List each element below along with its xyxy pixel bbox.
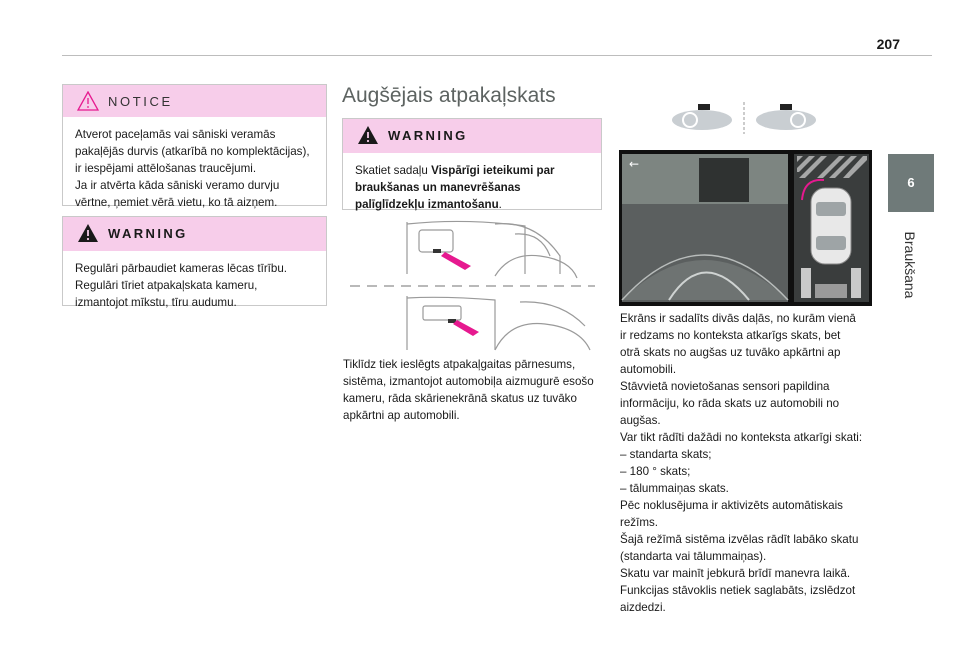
camera-screen-illustration [619,150,872,306]
van-rear-camera-illustration [345,216,600,354]
warning-line: izmantojot mīkstu, tīru audumu. [75,296,237,309]
description-line: Var tikt rādīti dažādi no konteksta atkarīgi skati: [620,431,863,444]
intro-line: apkārtni ap automobili. [343,409,460,422]
intro-paragraph [343,356,605,424]
notice-line: Atverot paceļamās vai sāniski veramās [75,128,276,141]
warning-body [63,251,326,319]
description-line: Pēc noklusējuma ir aktivizēts automātiskais [620,499,843,512]
warning-triangle-icon [77,223,99,243]
warning-title: WARNING [388,128,468,143]
warning-link-text[interactable]: Vispārīgi ieteikumi par [431,164,555,177]
notice-box [62,84,327,209]
intro-line: Tiklīdz tiek ieslēgts atpakaļgaitas pārnesums, [343,358,576,371]
notice-body [63,117,326,219]
svg-text:←: ← [629,157,640,171]
description-line: aizdedzi. [620,601,666,614]
description-line: (standarta vai tālummaiņas). [620,550,767,563]
page-number: 207 [876,36,900,52]
warning-triangle-icon [357,125,379,145]
warning-line: Regulāri tīriet atpakaļskata kameru, [75,279,258,292]
chapter-tab[interactable]: 6 [888,154,934,212]
warning-body [343,153,601,221]
chapter-title: Braukšana [902,231,918,299]
notice-line: Ja ir atvērta kāda sāniski veramo durvju [75,179,280,192]
screen-description [620,310,885,616]
warning-text: Skatiet sadaļu [355,164,432,177]
warning-link-text[interactable]: palīglīdzekļu izmantošanu [355,198,499,211]
description-line: augšas. [620,414,661,427]
mirror-view-icons [668,100,828,136]
warning-header [343,119,601,153]
description-line: Funkcijas stāvoklis netiek saglabāts, izslēdzot [620,584,856,597]
warning-box-guidelines [342,118,602,210]
description-line: automobili. [620,363,677,376]
list-item: – standarta skats; [620,448,712,461]
warning-link-text[interactable]: braukšanas un manevrēšanas [355,181,521,194]
warning-title: WARNING [108,226,188,241]
description-line: Ekrāns ir sadalīts divās daļās, no kurām vienā [620,312,856,325]
notice-header [63,85,326,117]
notice-line: ir iespējami attēlošanas traucējumi. [75,162,257,175]
description-line: informāciju, ko rāda skats uz automobili no [620,397,840,410]
intro-line: sistēma, izmantojot automobiļa aizmugurē esošo [343,375,594,388]
description-line: ir redzams no konteksta atkarīgs skats, bet [620,329,841,342]
notice-line: pakaļējās durvis (atkarībā no komplektācijas), [75,145,310,158]
top-divider [62,55,932,56]
list-item: – 180 ° skats; [620,465,691,478]
warning-line: Regulāri pārbaudiet kameras lēcas tīrību. [75,262,288,275]
warning-header [63,217,326,251]
description-line: Šajā režīmā sistēma izvēlas rādīt labāko skatu [620,533,859,546]
notice-line: vērtne, ņemiet vērā vietu, ko tā aizņem. [75,196,278,209]
warning-box-cleaning [62,216,327,309]
description-line: Stāvvietā novietošanas sensori papildina [620,380,830,393]
chapter-label [887,220,933,310]
description-line: otrā skats no augšas uz tuvāko apkārtni ap [620,346,841,359]
warning-triangle-icon [77,91,99,111]
intro-line: kameru, rāda skārienekrānā skatus uz tuvāko [343,392,577,405]
description-line: režīms. [620,516,659,529]
notice-title: NOTICE [108,94,173,109]
list-item: – tālummaiņas skats. [620,482,729,495]
section-title: Augšējais atpakaļskats [342,84,556,107]
warning-text: . [498,198,502,211]
description-line: Skatu var mainīt jebkurā brīdī manevra laikā. [620,567,851,580]
